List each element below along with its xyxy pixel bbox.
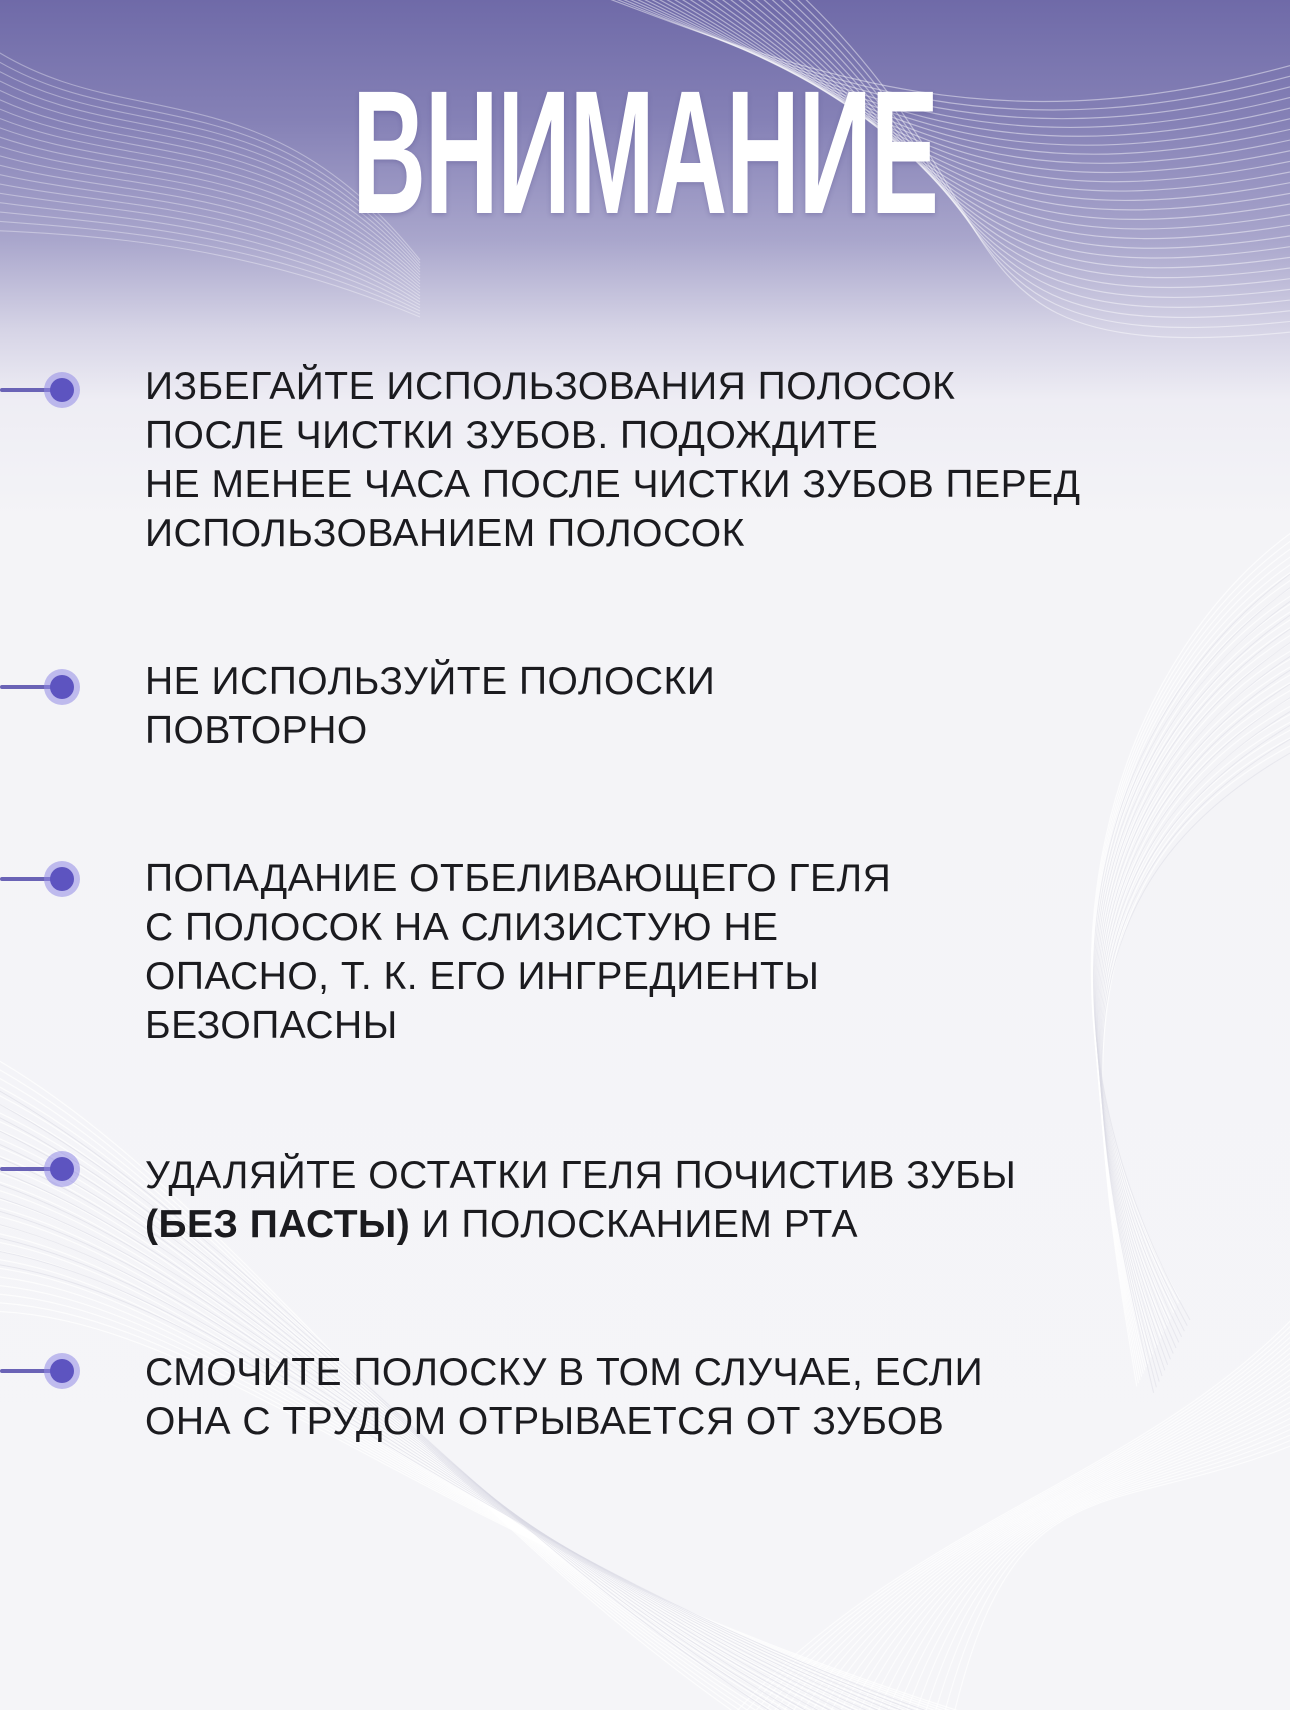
bullet-dot-icon bbox=[50, 378, 74, 402]
bullet-connector-line bbox=[0, 1167, 56, 1171]
warning-line: С ПОЛОСОК НА СЛИЗИСТУЮ НЕ bbox=[145, 906, 779, 949]
bullet-connector-line bbox=[0, 685, 56, 689]
warning-emphasis: (БЕЗ ПАСТЫ) bbox=[145, 1203, 411, 1246]
wave-line bbox=[0, 1234, 954, 1710]
warning-text bbox=[145, 1348, 1265, 1446]
bullet-dot-icon bbox=[50, 1359, 74, 1383]
warning-line: УДАЛЯЙТЕ ОСТАТКИ ГЕЛЯ ПОЧИСТИВ ЗУБЫ bbox=[145, 1154, 1017, 1197]
wave-line bbox=[0, 1194, 904, 1710]
warning-text bbox=[145, 657, 1265, 755]
warning-line: НЕ МЕНЕЕ ЧАСА ПОСЛЕ ЧИСТКИ ЗУБОВ ПЕРЕД bbox=[145, 463, 1081, 506]
warning-line: СМОЧИТЕ ПОЛОСКУ В ТОМ СЛУЧАЕ, ЕСЛИ bbox=[145, 1351, 984, 1394]
bullet-dot-icon bbox=[50, 1157, 74, 1181]
warning-line: ИЗБЕГАЙТЕ ИСПОЛЬЗОВАНИЯ ПОЛОСОК bbox=[145, 365, 956, 408]
warning-text bbox=[145, 854, 1265, 1050]
warning-text bbox=[145, 1151, 1265, 1249]
wave-line bbox=[0, 1257, 967, 1710]
warning-line-rest: И ПОЛОСКАНИЕМ РТА bbox=[410, 1203, 859, 1246]
bullet-dot-icon bbox=[50, 867, 74, 891]
warning-line: ПОВТОРНО bbox=[145, 709, 368, 752]
wave-line bbox=[0, 1230, 940, 1710]
warning-line: ПОПАДАНИЕ ОТБЕЛИВАЮЩЕГО ГЕЛЯ bbox=[145, 857, 892, 900]
warning-text bbox=[145, 362, 1265, 558]
bullet-connector-line bbox=[0, 1369, 56, 1373]
warning-line: ОПАСНО, Т. К. ЕГО ИНГРЕДИЕНТЫ bbox=[145, 955, 820, 998]
wave-line bbox=[0, 1262, 982, 1710]
warning-line: ПОСЛЕ ЧИСТКИ ЗУБОВ. ПОДОЖДИТЕ bbox=[145, 414, 879, 457]
warning-line: БЕЗОПАСНЫ bbox=[145, 1004, 398, 1047]
wave-line bbox=[940, 1432, 1290, 1710]
wave-line bbox=[0, 1266, 976, 1710]
warning-line: НЕ ИСПОЛЬЗУЙТЕ ПОЛОСКИ bbox=[145, 660, 716, 703]
warning-line: ИСПОЛЬЗОВАНИЕМ ПОЛОСОК bbox=[145, 512, 745, 555]
bullet-dot-icon bbox=[50, 675, 74, 699]
page-title: ВНИМАНИЕ bbox=[352, 55, 938, 251]
bullet-connector-line bbox=[0, 388, 56, 392]
wave-line bbox=[0, 1220, 940, 1710]
warning-line bbox=[145, 1200, 1265, 1249]
bullet-connector-line bbox=[0, 877, 56, 881]
wave-line bbox=[0, 1248, 968, 1710]
wave-line bbox=[0, 1185, 895, 1710]
warning-line: ОНА С ТРУДОМ ОТРЫВАЕТСЯ ОТ ЗУБОВ bbox=[145, 1400, 945, 1443]
wave-line bbox=[0, 1248, 958, 1710]
